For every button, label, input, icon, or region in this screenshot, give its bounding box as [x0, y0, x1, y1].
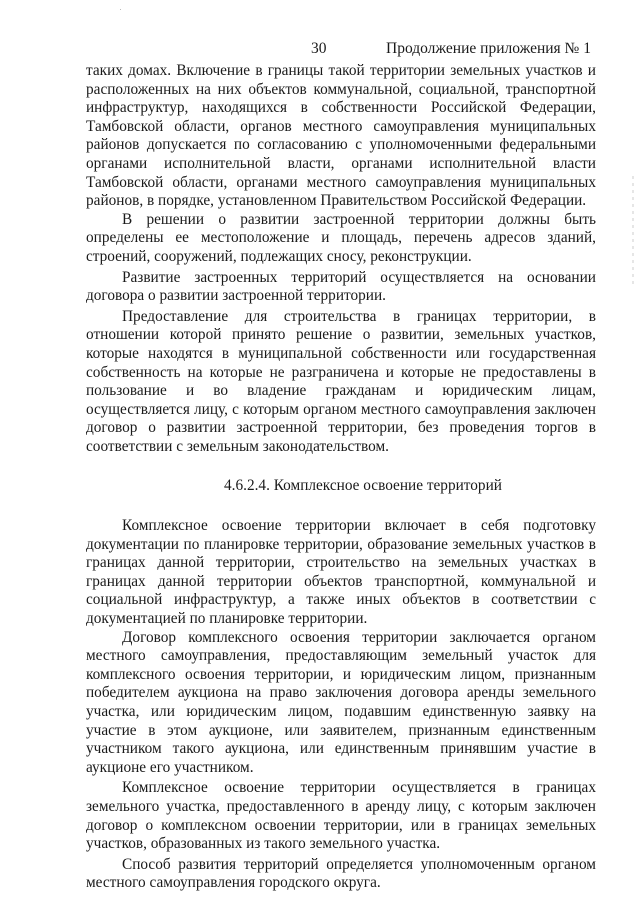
paragraph-continued: таких домах. Включение в границы такой территории земельных участков и расположенных на них объектов коммунальной, социальной, транспортной инфраструктур, находящихся в собственности Российской Федерации, Тамбовской области, органов местного самоуправления муниципальных районов допускается по согласованию с уполномоченными федеральными органами исполнительной власти, органами исполнительной власти Тамбовской области, органами местного самоуправления муниципальных районов, в порядке, установленном Правительством Российской Федерации. — [86, 62, 596, 210]
paragraph: Способ развития территорий определяется уполномоченным органом местного самоуправления городского округа. — [86, 855, 596, 892]
appendix-continuation-label: Продолжение приложения № 1 — [386, 40, 591, 57]
paragraph: Предоставление для строительства в границах территории, в отношении которой принято решение о развитии, земельных участков, которые находятся в муниципальной собственности или государственная собственность на которые не разграничена и которые не предоставлены в пользование и во владение гражданам и юридическим лицам, осуществляется лицу, с которым органом местного самоуправления заключен договор о развитии застроенной территории, без проведения торгов в соответствии с земельным законодательством. — [86, 307, 596, 455]
page-number: 30 — [311, 40, 327, 57]
section-heading: 4.6.2.4. Комплексное освоение территорий — [224, 477, 502, 495]
paragraph: Договор комплексного освоения территории заключается органом местного самоуправления, предоставляющим земельный участок для комплексного освоения территории, и юридическим лицом, признанным победителем аукциона на право заключения договора аренды земельного участка, или юридическим лицом, подавшим единственную заявку на участие в этом аукционе, или заявителем, признанным единственным участником такого аукциона, или единственным принявшим участие в аукционе его участником. — [86, 628, 596, 776]
document-body — [86, 62, 596, 893]
page-header — [0, 40, 640, 62]
scan-margin-artifact — [632, 176, 634, 286]
paragraph: Комплексное освоение территории включает в себя подготовку документации по планировке территории, образование земельных участков в границах данной территории, строительство на земельных участках в границах данной территории объектов транспортной, коммунальной и социальной инфраструктур, а также иных объектов в соответствии с документацией по планировке территории. — [86, 517, 596, 628]
paragraph: В решении о развитии застроенной территории должны быть определены ее местоположение и площадь, перечень адресов зданий, строений, сооружений, подлежащих сносу, реконструкции. — [86, 210, 596, 265]
paragraph: Комплексное освоение территории осуществляется в границах земельного участка, предоставленного в аренду лицу, с которым заключен договор о комплексном освоении территории, или в границах земельных участков, образованных из такого земельного участка. — [86, 779, 596, 853]
scan-speck — [120, 9, 121, 10]
paragraph: Развитие застроенных территорий осуществляется на основании договора о развитии застроенной территории. — [86, 268, 596, 305]
